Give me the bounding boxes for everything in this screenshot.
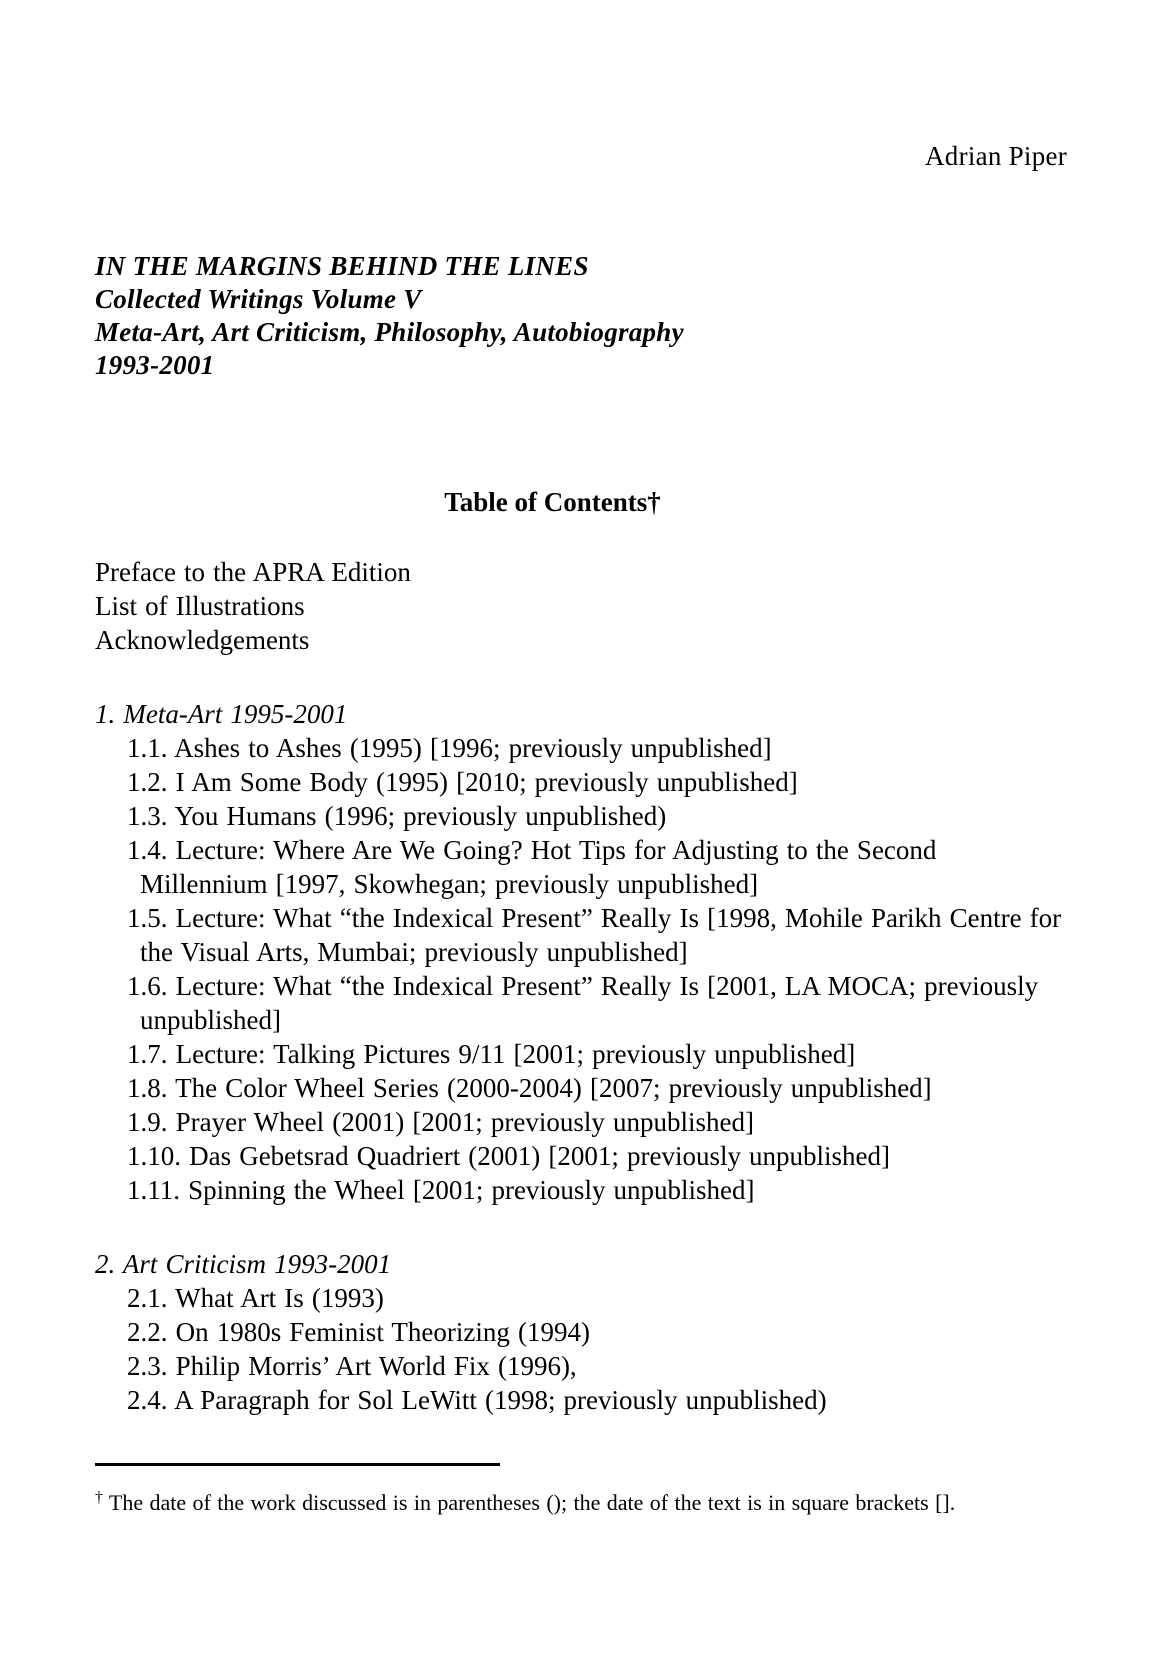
toc-entry: 1.5. Lecture: What “the Indexical Present” Really Is [1998, Mohile Parikh Centre for the Visual Arts, Mumbai; previously unpublished] xyxy=(127,903,1062,967)
toc-entry-preface: Preface to the APRA Edition xyxy=(95,557,411,587)
toc-entry: 2.3. Philip Morris’ Art World Fix (1996), xyxy=(127,1351,577,1381)
toc-entry: 1.3. You Humans (1996; previously unpublished) xyxy=(127,801,667,831)
toc-entry-acknowledgements: Acknowledgements xyxy=(95,625,310,655)
toc-entry: 2.1. What Art Is (1993) xyxy=(127,1283,384,1313)
book-subtitle-years: 1993-2001 xyxy=(95,350,215,380)
toc-entry: 1.8. The Color Wheel Series (2000-2004) [2007; previously unpublished] xyxy=(127,1073,932,1103)
toc-entry: 2.4. A Paragraph for Sol LeWitt (1998; previously unpublished) xyxy=(127,1385,827,1415)
toc-entry: 1.9. Prayer Wheel (2001) [2001; previously unpublished] xyxy=(127,1107,754,1137)
toc-entry: 1.1. Ashes to Ashes (1995) [1996; previously unpublished] xyxy=(127,733,772,763)
toc-entry: 1.4. Lecture: Where Are We Going? Hot Tips for Adjusting to the Second Millennium [1997, Skowhegan; previously unpublished] xyxy=(127,835,937,899)
toc-entry: 1.7. Lecture: Talking Pictures 9/11 [2001; previously unpublished] xyxy=(127,1039,856,1069)
toc-heading-text: Table of Contents xyxy=(444,487,648,517)
toc-section-label-art-criticism: 2. Art Criticism 1993-2001 xyxy=(95,1249,392,1279)
title-block xyxy=(95,250,1067,382)
book-subtitle-volume: Collected Writings Volume V xyxy=(95,284,422,314)
toc-entry: 1.6. Lecture: What “the Indexical Present” Really Is [2001, LA MOCA; previously unpublished] xyxy=(127,971,1039,1035)
book-subtitle-topics: Meta-Art, Art Criticism, Philosophy, Autobiography xyxy=(95,317,684,347)
toc-entry: 1.11. Spinning the Wheel [2001; previously unpublished] xyxy=(127,1175,755,1205)
book-title: IN THE MARGINS BEHIND THE LINES xyxy=(95,251,589,281)
toc-entry-illustrations: List of Illustrations xyxy=(95,591,305,621)
footnote-text: The date of the work discussed is in parentheses (); the date of the text is in square brackets []. xyxy=(108,1490,956,1515)
toc-section-items-meta-art xyxy=(95,731,1067,1207)
toc-entry: 1.2. I Am Some Body (1995) [2010; previously unpublished] xyxy=(127,767,798,797)
toc-front-matter xyxy=(95,555,1067,657)
toc-heading xyxy=(95,485,1010,519)
author-byline: Adrian Piper xyxy=(925,141,1067,171)
toc-section-label-meta-art: 1. Meta-Art 1995-2001 xyxy=(95,699,348,729)
toc-section-items-art-criticism xyxy=(95,1281,1067,1417)
footnote xyxy=(95,1486,995,1520)
footnote-separator-rule xyxy=(95,1463,500,1466)
toc-entry: 2.2. On 1980s Feminist Theorizing (1994) xyxy=(127,1317,590,1347)
toc-heading-dagger-mark: † xyxy=(647,487,661,517)
toc-entry: 1.10. Das Gebetsrad Quadriert (2001) [2001; previously unpublished] xyxy=(127,1141,891,1171)
footnote-dagger-mark: † xyxy=(95,1488,103,1506)
